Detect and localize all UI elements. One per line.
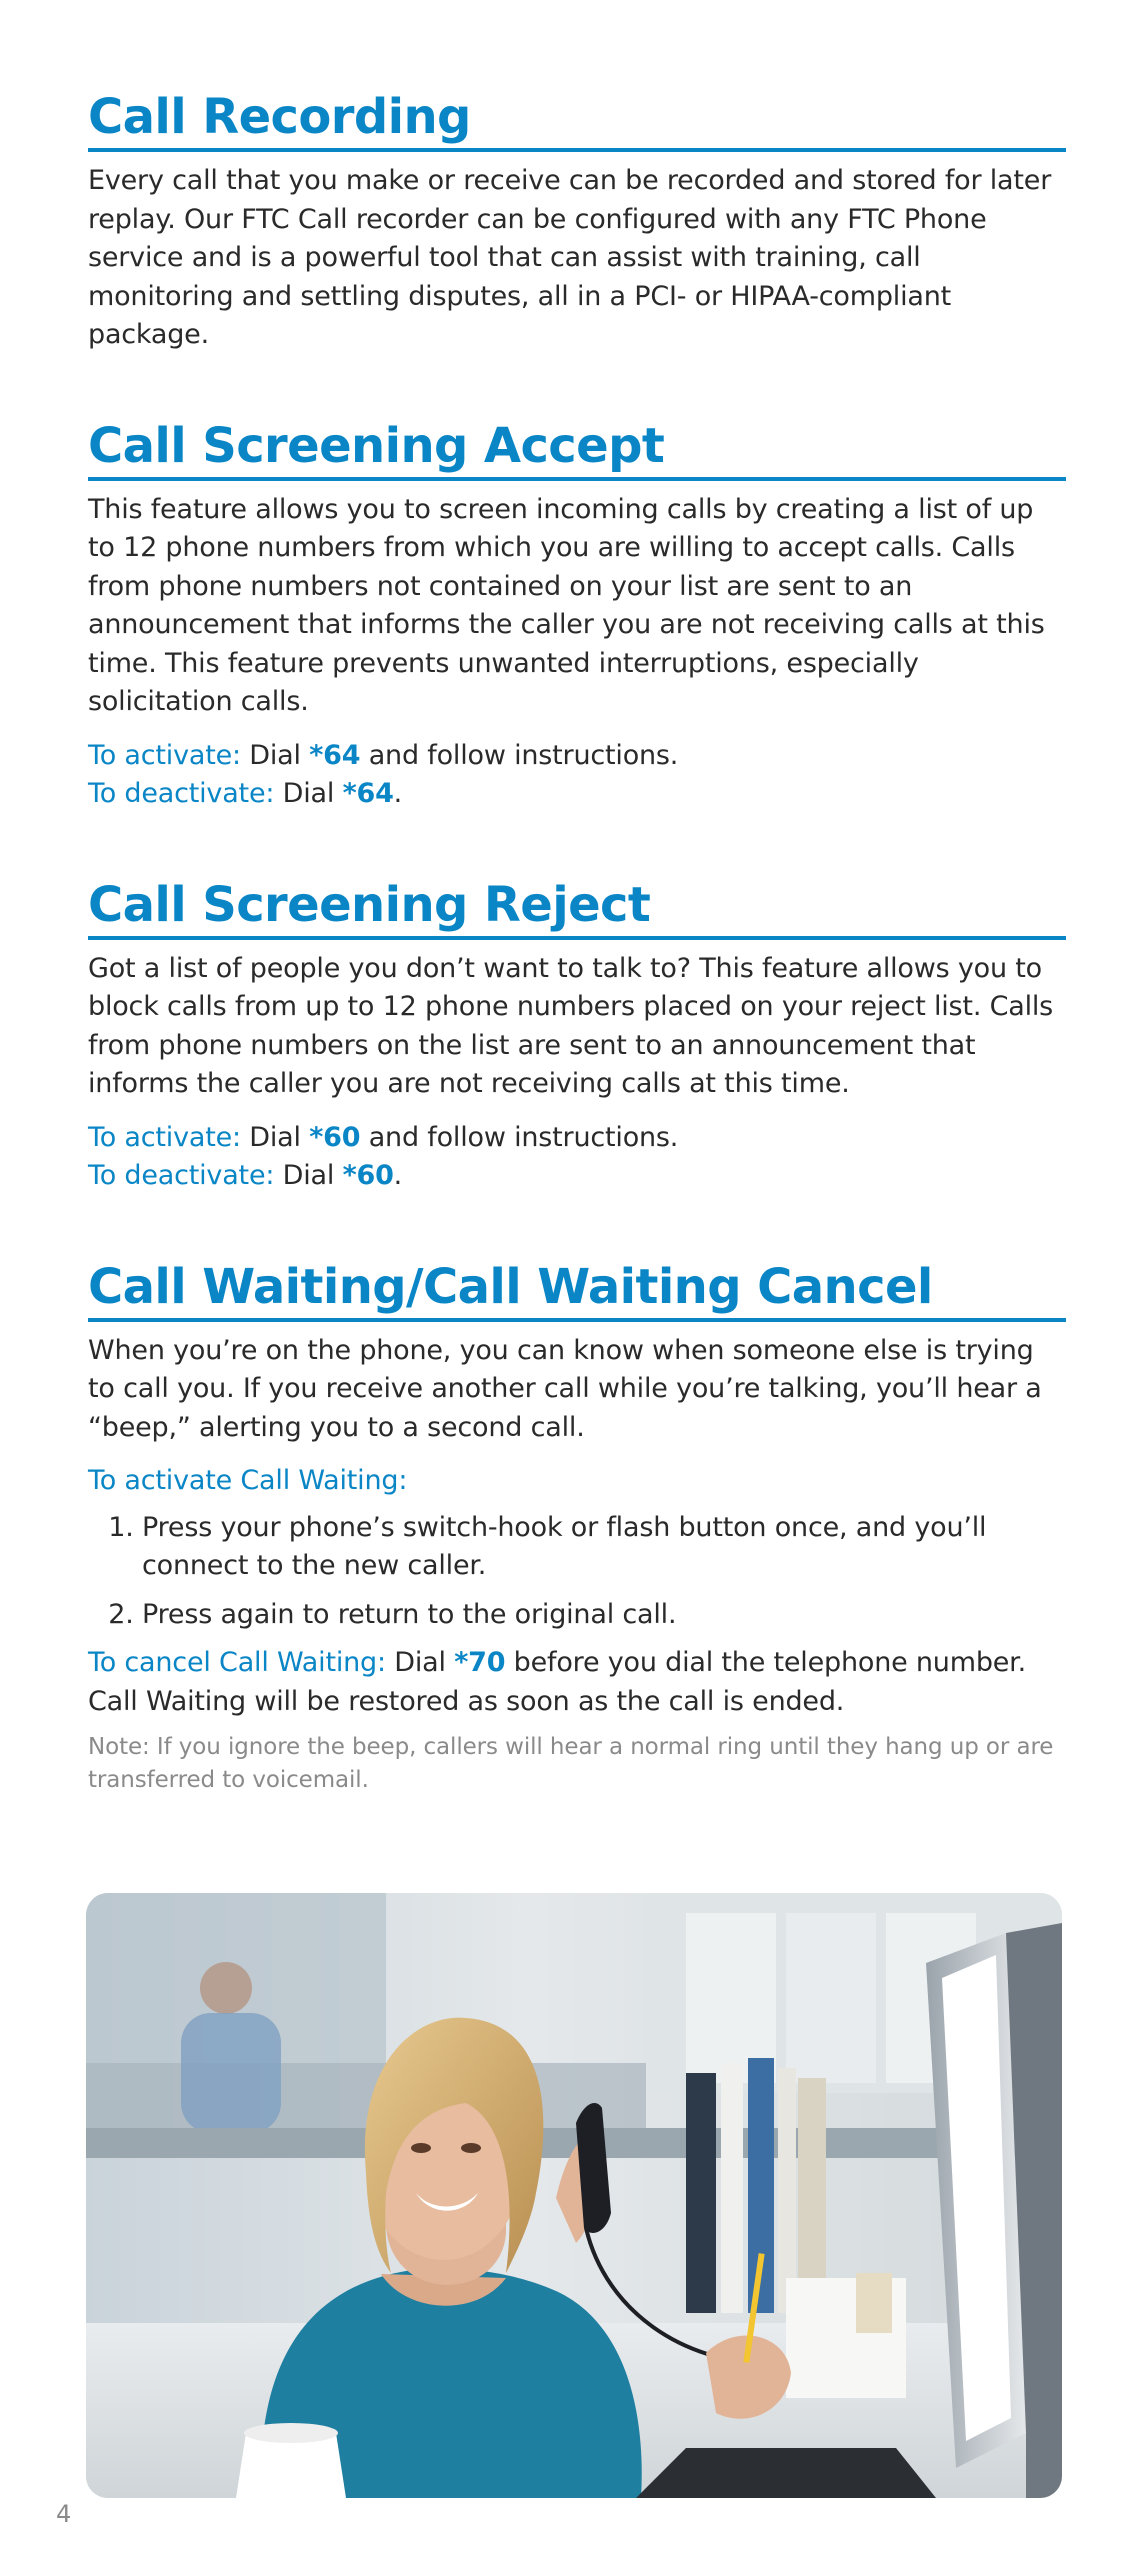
activate-post: and follow instructions.	[360, 1121, 679, 1153]
activate-label: To activate:	[88, 739, 241, 771]
body-call-screening-accept: This feature allows you to screen incoming calls by creating a list of up to 12 phone numbers from which you are willing to accept calls. Calls from phone numbers not contained on your list are sent to an announcement that informs the caller you are not receiving calls at this time. This feature prevents unwanted interruptions, especially solicitation calls.	[88, 493, 1045, 717]
office-photo	[86, 1893, 1062, 2498]
deactivate-pre: Dial	[274, 778, 343, 809]
activate-label: To activate:	[88, 1121, 241, 1153]
heading-call-screening-reject: Call Screening Reject	[88, 876, 1066, 940]
deactivate-post: .	[393, 778, 403, 809]
activate-post: and follow instructions.	[360, 739, 679, 771]
heading-call-recording: Call Recording	[88, 88, 1066, 152]
cancel-pre: Dial	[385, 1647, 455, 1678]
call-waiting-note: Note: If you ignore the beep, callers will hear a normal ring until they hang up or are transferred to voicemail.	[88, 1734, 1054, 1793]
section-call-screening-accept	[88, 417, 1066, 814]
deactivate-line-accept	[88, 775, 1066, 814]
heading-call-waiting: Call Waiting/Call Waiting Cancel	[88, 1258, 1066, 1322]
heading-call-screening-accept: Call Screening Accept	[88, 417, 1066, 481]
deactivate-post: .	[393, 1160, 403, 1191]
cancel-code: *70	[454, 1647, 506, 1678]
cancel-call-waiting-line	[88, 1644, 1066, 1721]
body-call-screening-reject: Got a list of people you don’t want to talk to? This feature allows you to block calls from up to 12 phone numbers placed on your reject list. Calls from phone numbers on the list are sent to an announcement that informs the caller you are not receiving calls at this time.	[88, 952, 1054, 1099]
deactivate-line-reject	[88, 1157, 1066, 1196]
activate-pre: Dial	[240, 1121, 310, 1153]
activate-pre: Dial	[240, 739, 310, 771]
section-call-waiting	[88, 1258, 1066, 1798]
instructions-accept	[88, 737, 1066, 814]
deactivate-label: To deactivate:	[88, 778, 275, 809]
deactivate-code: *60	[342, 1160, 394, 1191]
deactivate-label: To deactivate:	[88, 1160, 275, 1191]
body-call-waiting: When you’re on the phone, you can know when someone else is trying to call you. If you receive another call while you’re talking, you’ll hear a “beep,” alerting you to a second call.	[88, 1334, 1042, 1443]
section-call-screening-reject	[88, 876, 1066, 1196]
cancel-post: before you dial the telephone number. Call Waiting will be restored as soon as the call is ended.	[88, 1647, 1026, 1717]
activate-line-accept	[88, 737, 1066, 776]
activate-code: *64	[309, 739, 361, 771]
activate-line-reject	[88, 1119, 1066, 1158]
section-call-recording	[88, 88, 1066, 355]
office-photo-illustration	[86, 1893, 1062, 2498]
activate-code: *60	[309, 1121, 361, 1153]
deactivate-pre: Dial	[274, 1160, 343, 1191]
page-number: 4	[56, 2500, 72, 2528]
step-item: 2. Press again to return to the original call.	[142, 1596, 1066, 1635]
step-item: 1. Press your phone’s switch-hook or flash button once, and you’ll connect to the new caller.	[142, 1509, 1066, 1586]
instructions-reject	[88, 1119, 1066, 1196]
instructions-call-waiting	[88, 1462, 1066, 1797]
page-content	[88, 88, 1066, 1859]
cancel-label: To cancel Call Waiting:	[88, 1647, 386, 1678]
activate-call-waiting-label: To activate Call Waiting:	[88, 1465, 408, 1496]
deactivate-code: *64	[342, 778, 394, 809]
call-waiting-steps	[88, 1509, 1066, 1635]
body-call-recording: Every call that you make or receive can be recorded and stored for later replay. Our FTC Call recorder can be configured with any FTC Phone service and is a powerful tool that can assist with training, call monitoring and settling disputes, all in a PCI- or HIPAA-compliant package.	[88, 165, 1052, 350]
